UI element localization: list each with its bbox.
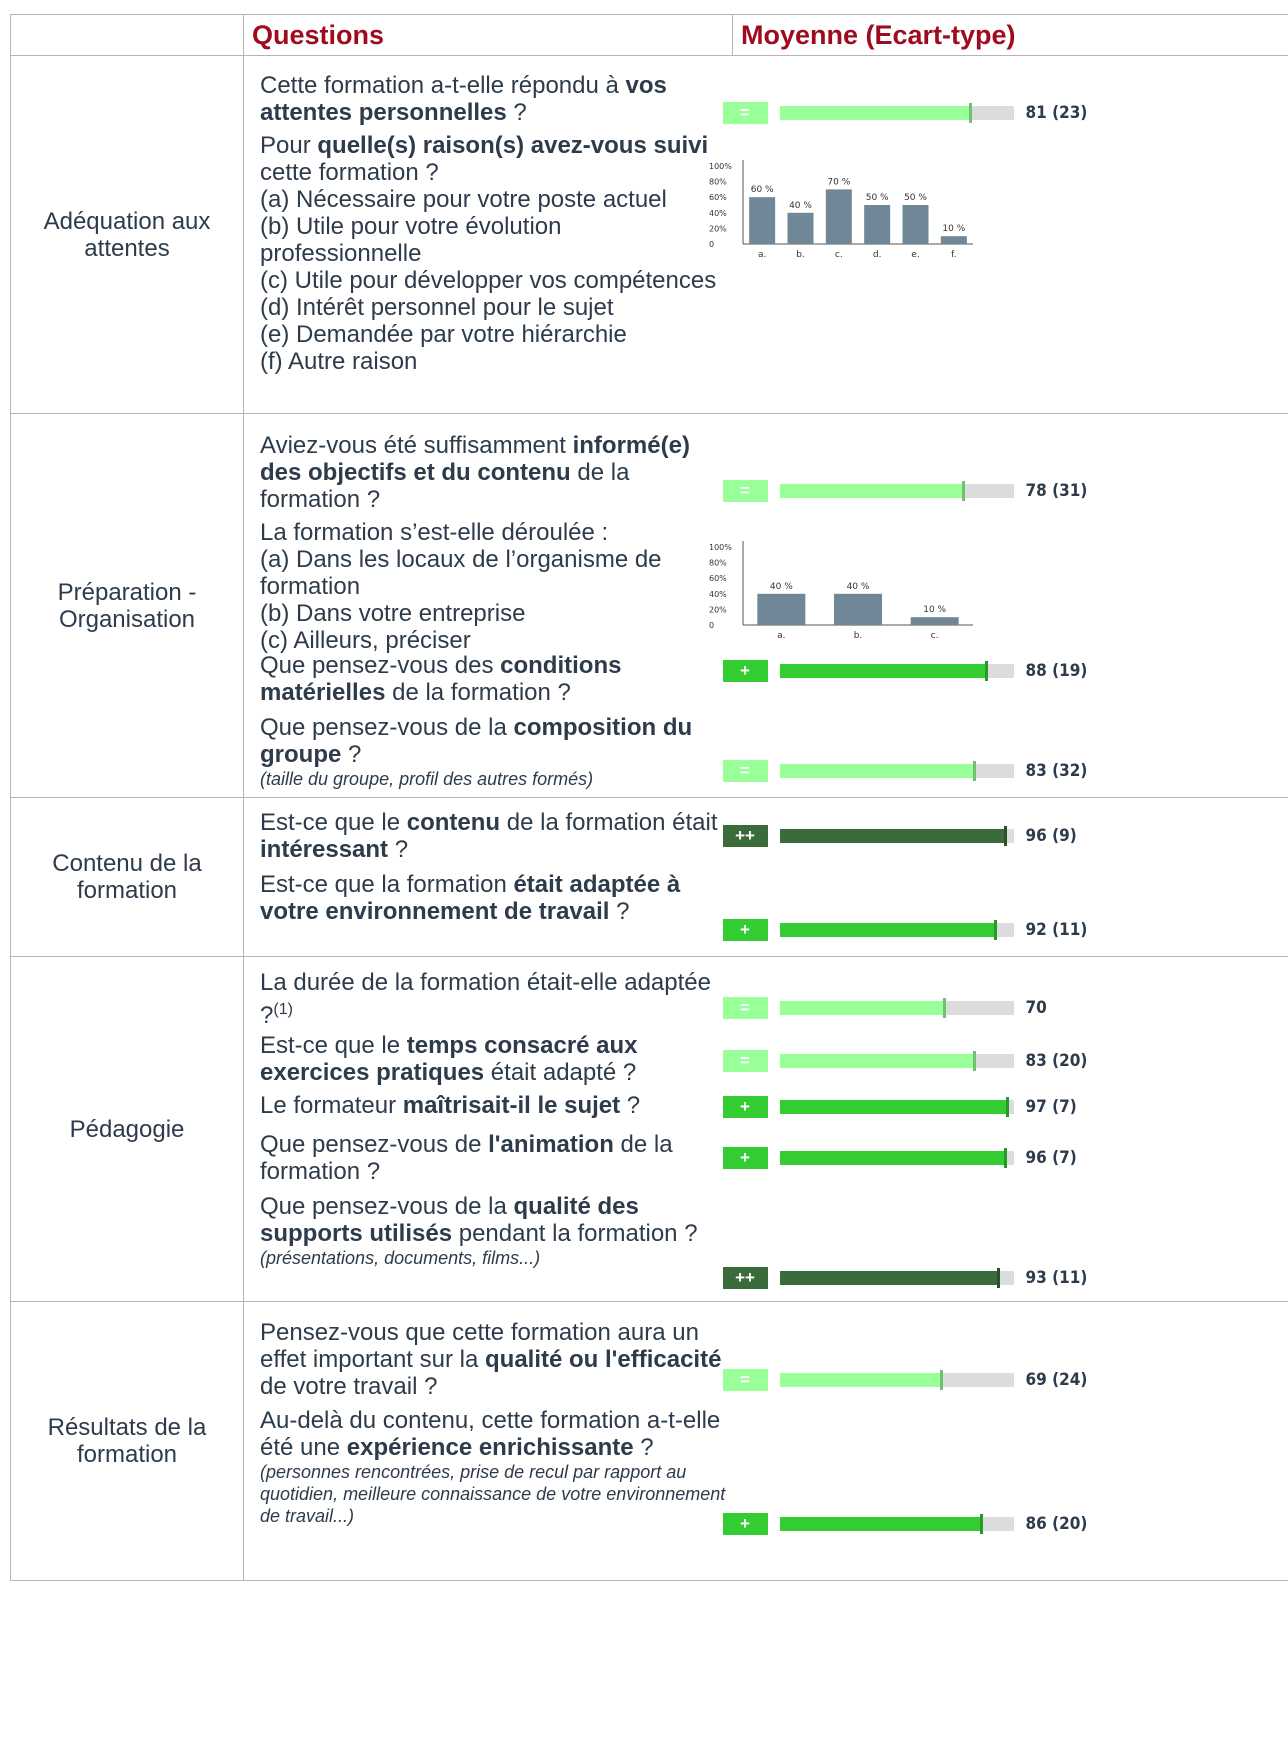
section-title: Contenu de la formation (11, 798, 244, 957)
chart-bar (864, 205, 890, 244)
question-fragment: Que pensez-vous des (260, 652, 501, 679)
rating-fill (780, 923, 995, 937)
question-fragment: Aviez-vous été suffisamment (260, 432, 573, 459)
rating-badge: = (723, 760, 768, 782)
question-fragment: Est-ce que le (260, 1032, 407, 1059)
rating-track (780, 1271, 1014, 1285)
question-fragment: (d) Intérêt personnel pour le sujet (260, 294, 614, 321)
chart-data-label: 50 % (865, 193, 889, 203)
chart-category-label: f. (950, 250, 957, 260)
rating-badge: ++ (723, 1267, 768, 1289)
question-text (244, 1085, 733, 1119)
question-fragment: de la formation ? (260, 459, 630, 513)
chart-y-tick: 20% (708, 605, 727, 615)
question-fragment: Que pensez-vous de (260, 1131, 489, 1158)
rating-fill (780, 764, 974, 778)
header-questions: Questions (244, 15, 733, 56)
chart-bar (834, 594, 882, 625)
results-inner (733, 957, 1288, 1301)
rating-marker (969, 103, 972, 123)
question-text (244, 125, 733, 403)
header-row (11, 15, 1288, 56)
question-text (244, 798, 733, 862)
chart-category-label: e. (910, 250, 920, 260)
results-cell (708, 414, 1288, 798)
rating-bar (723, 1050, 1123, 1072)
question-fragment: Est-ce que la formation (260, 871, 514, 898)
rating-fill (780, 1373, 941, 1387)
rating-badge: + (723, 1147, 768, 1169)
results-cell (733, 798, 1288, 957)
chart-data-label: 40 % (769, 581, 793, 592)
rating-fill (780, 106, 970, 120)
section-row (11, 957, 1288, 1302)
question-emphasis: intéressant (260, 836, 389, 863)
question-text (244, 642, 733, 705)
rating-fill (780, 484, 963, 498)
question-fragment: ? (388, 836, 409, 863)
chart-category-label: d. (872, 250, 881, 260)
rating-marker (940, 1370, 943, 1390)
rating-marker (962, 481, 965, 501)
question-text (244, 1400, 733, 1530)
question-note: (personnes rencontrées, prise de recul par rapport au quotidien, meilleure connaissance de votre environnement de travail...) (260, 1462, 726, 1526)
rating-bar (723, 1147, 1123, 1169)
question-fragment: Que pensez-vous de la (260, 1193, 514, 1220)
rating-track (780, 764, 1014, 778)
question-emphasis: informé(e) des objectifs et du contenu (260, 432, 690, 486)
chart-category-label: a. (776, 631, 786, 641)
question-emphasis: contenu (406, 809, 501, 836)
rating-bar (723, 480, 1123, 502)
rating-bar (723, 760, 1123, 782)
rating-bar (723, 997, 1123, 1019)
question-text (244, 513, 733, 654)
chart-data-label: 70 % (826, 177, 850, 188)
rating-badge: = (723, 102, 768, 124)
rating-badge: = (723, 1050, 768, 1072)
question-text (244, 705, 733, 794)
rating-value: 69 (24) (1025, 1370, 1088, 1390)
rating-value: 78 (31) (1025, 481, 1088, 501)
chart-y-tick: 60% (708, 574, 727, 584)
rating-value: 88 (19) (1025, 661, 1088, 681)
header-results: Moyenne (Ecart-type) (733, 15, 1288, 56)
rating-badge: + (723, 660, 768, 682)
chart-data-label: 60 % (750, 185, 774, 196)
chart-data-label: 10 % (941, 224, 965, 235)
rating-badge: = (723, 997, 768, 1019)
question-fragment: ? (341, 741, 362, 768)
rating-track (780, 484, 1014, 498)
rating-fill (780, 664, 986, 678)
rating-bar (723, 825, 1123, 847)
question-text (244, 1023, 733, 1085)
chart-data-label: 40 % (788, 200, 812, 211)
rating-fill (780, 1100, 1007, 1114)
question-emphasis: qualité des supports utilisés (260, 1193, 639, 1247)
rating-marker (994, 920, 997, 940)
question-fragment: Cette formation a-t-elle répondu à (260, 72, 626, 99)
questions-cell (244, 798, 733, 957)
question-fragment: ? (609, 898, 630, 925)
results-cell (733, 1302, 1288, 1581)
rating-bar (723, 660, 1123, 682)
survey-results-table (10, 14, 1288, 1581)
question-fragment: de la formation ? (260, 1131, 673, 1185)
question-fragment: de la formation ? (385, 679, 571, 706)
question-fragment: (b) Utile pour votre évolution professionnelle (260, 213, 562, 267)
footnote-marker: (1) (273, 1001, 293, 1018)
question-fragment: (b) Dans votre entreprise (260, 600, 526, 627)
section-title: Adéquation aux attentes (11, 56, 244, 414)
chart-data-label: 10 % (922, 605, 946, 616)
rating-marker (943, 998, 946, 1018)
rating-track (780, 1151, 1014, 1165)
rating-marker (980, 1514, 983, 1534)
rating-badge: = (723, 1369, 768, 1391)
results-inner (708, 56, 1288, 413)
section-row (11, 798, 1288, 957)
rating-value: 92 (11) (1025, 920, 1088, 940)
chart-y-tick: 20% (708, 224, 727, 234)
results-inner (733, 798, 1288, 956)
question-fragment: ? (506, 99, 527, 126)
questions-cell (244, 957, 733, 1302)
question-emphasis: conditions matérielles (260, 652, 622, 706)
question-fragment: de votre travail ? (260, 1373, 438, 1400)
chart-y-tick: 100% (708, 543, 732, 552)
question-fragment: pendant la formation ? (452, 1220, 698, 1247)
results-cell (733, 957, 1288, 1302)
rating-marker (985, 661, 988, 681)
rating-value: 96 (7) (1025, 1148, 1077, 1168)
section-row (11, 56, 1288, 414)
rating-bar (723, 102, 1123, 124)
chart-category-label: c. (834, 250, 843, 260)
rating-value: 81 (23) (1025, 103, 1088, 123)
chart-y-tick: 100% (708, 162, 732, 171)
rating-fill (780, 1054, 974, 1068)
reasons-bar-chart (707, 533, 977, 643)
question-fragment: cette formation ? (260, 159, 439, 186)
rating-bar (723, 1096, 1123, 1118)
chart-category-label: a. (757, 250, 766, 260)
rating-track (780, 1054, 1014, 1068)
question-emphasis: temps consacré aux exercices pratiques (260, 1032, 638, 1086)
chart-data-label: 40 % (846, 581, 869, 592)
rating-badge: + (723, 919, 768, 941)
rating-fill (780, 1517, 981, 1531)
results-inner (733, 1302, 1288, 1580)
chart-y-tick: 60% (708, 193, 727, 203)
question-fragment: ? (633, 1434, 654, 1461)
rating-value: 97 (7) (1025, 1097, 1077, 1117)
rating-badge: + (723, 1096, 768, 1118)
rating-fill (780, 829, 1005, 843)
rating-track (780, 923, 1014, 937)
rating-bar (723, 1267, 1123, 1289)
chart-y-tick: 0 (708, 240, 714, 249)
question-fragment: (f) Autre raison (260, 348, 418, 375)
rating-bar (723, 1369, 1123, 1391)
question-note: (taille du groupe, profil des autres formés) (260, 769, 594, 789)
rating-fill (780, 1001, 944, 1015)
question-fragment: (e) Demandée par votre hiérarchie (260, 321, 627, 348)
question-fragment: était adapté ? (484, 1059, 637, 1086)
chart-bar (757, 594, 805, 625)
chart-bar (902, 205, 928, 244)
rating-bar (723, 919, 1123, 941)
rating-value: 70 (1025, 998, 1047, 1018)
rating-track (780, 1517, 1014, 1531)
question-fragment: (a) Dans les locaux de l’organisme de formation (260, 546, 662, 600)
rating-marker (1004, 826, 1007, 846)
rating-track (780, 1373, 1014, 1387)
chart-y-tick: 80% (708, 558, 727, 568)
questions-cell (244, 414, 733, 798)
question-fragment: (a) Nécessaire pour votre poste actuel (260, 186, 667, 213)
question-fragment: (c) Ailleurs, préciser (260, 627, 471, 654)
question-text (244, 957, 733, 1029)
rating-marker (997, 1268, 1000, 1288)
rating-fill (780, 1271, 998, 1285)
reasons-bar-chart (707, 152, 977, 262)
question-text (244, 1302, 733, 1400)
question-text (244, 56, 733, 125)
rating-marker (1004, 1148, 1007, 1168)
question-fragment: La durée de la formation était-elle adaptée ? (260, 969, 711, 1029)
rating-marker (973, 1051, 976, 1071)
question-fragment: Au-delà du contenu, cette formation a-t-elle été une (260, 1407, 721, 1461)
question-emphasis: quelle(s) raison(s) avez-vous suivi (317, 132, 709, 159)
section-title: Résultats de la formation (11, 1302, 244, 1581)
rating-value: 83 (32) (1025, 761, 1088, 781)
question-fragment: Que pensez-vous de la (260, 714, 514, 741)
rating-badge: = (723, 480, 768, 502)
chart-y-tick: 0 (708, 621, 714, 630)
question-fragment: Pour (260, 132, 318, 159)
rating-value: 83 (20) (1025, 1051, 1088, 1071)
rating-track (780, 1001, 1014, 1015)
question-emphasis: vos attentes personnelles (260, 72, 667, 126)
rating-badge: + (723, 1513, 768, 1535)
results-inner (708, 414, 1288, 797)
header-blank (11, 15, 244, 56)
rating-value: 93 (11) (1025, 1268, 1088, 1288)
rating-marker (973, 761, 976, 781)
results-cell (708, 56, 1288, 414)
question-text (244, 1184, 733, 1297)
rating-value: 86 (20) (1025, 1514, 1088, 1534)
chart-y-tick: 40% (708, 589, 727, 599)
question-fragment: Est-ce que le (260, 809, 407, 836)
chart-bar (940, 236, 966, 244)
question-emphasis: maîtrisait-il le sujet (402, 1092, 621, 1119)
question-emphasis: qualité ou l'efficacité (485, 1346, 722, 1373)
rating-track (780, 664, 1014, 678)
rating-badge: ++ (723, 825, 768, 847)
question-fragment: de la formation était (500, 809, 718, 836)
rating-marker (1006, 1097, 1009, 1117)
chart-bar (910, 617, 958, 625)
rating-bar (723, 1513, 1123, 1535)
chart-bar (749, 197, 775, 244)
question-fragment: (c) Utile pour développer vos compétences (260, 267, 717, 294)
section-row (11, 414, 1288, 798)
section-title: Préparation - Organisation (11, 414, 244, 798)
section-title: Pédagogie (11, 957, 244, 1302)
questions-cell (244, 56, 733, 414)
rating-track (780, 106, 1014, 120)
chart-bar (787, 213, 813, 244)
question-text (244, 1119, 733, 1184)
chart-category-label: b. (795, 250, 805, 260)
chart-y-tick: 40% (708, 208, 727, 218)
question-emphasis: expérience enrichissante (346, 1434, 634, 1461)
chart-data-label: 50 % (903, 193, 927, 203)
question-fragment: Le formateur (260, 1092, 403, 1119)
question-fragment: La formation s’est-elle déroulée : (260, 519, 609, 546)
question-fragment: Pensez-vous que cette formation aura un effet important sur la (260, 1319, 699, 1373)
chart-category-label: b. (853, 631, 862, 641)
rating-track (780, 829, 1014, 843)
questions-cell (244, 1302, 733, 1581)
question-note: (présentations, documents, films...) (260, 1248, 541, 1268)
question-emphasis: était adaptée à votre environnement de travail (260, 871, 681, 925)
question-text (244, 414, 733, 513)
chart-y-tick: 80% (708, 177, 727, 187)
question-emphasis: l'animation (488, 1131, 614, 1158)
section-row (11, 1302, 1288, 1581)
rating-track (780, 1100, 1014, 1114)
question-text (244, 862, 733, 952)
rating-value: 96 (9) (1025, 826, 1077, 846)
chart-bar (825, 189, 851, 244)
rating-fill (780, 1151, 1005, 1165)
question-emphasis: composition du groupe (260, 714, 693, 768)
question-fragment: ? (620, 1092, 641, 1119)
chart-category-label: c. (930, 631, 939, 641)
